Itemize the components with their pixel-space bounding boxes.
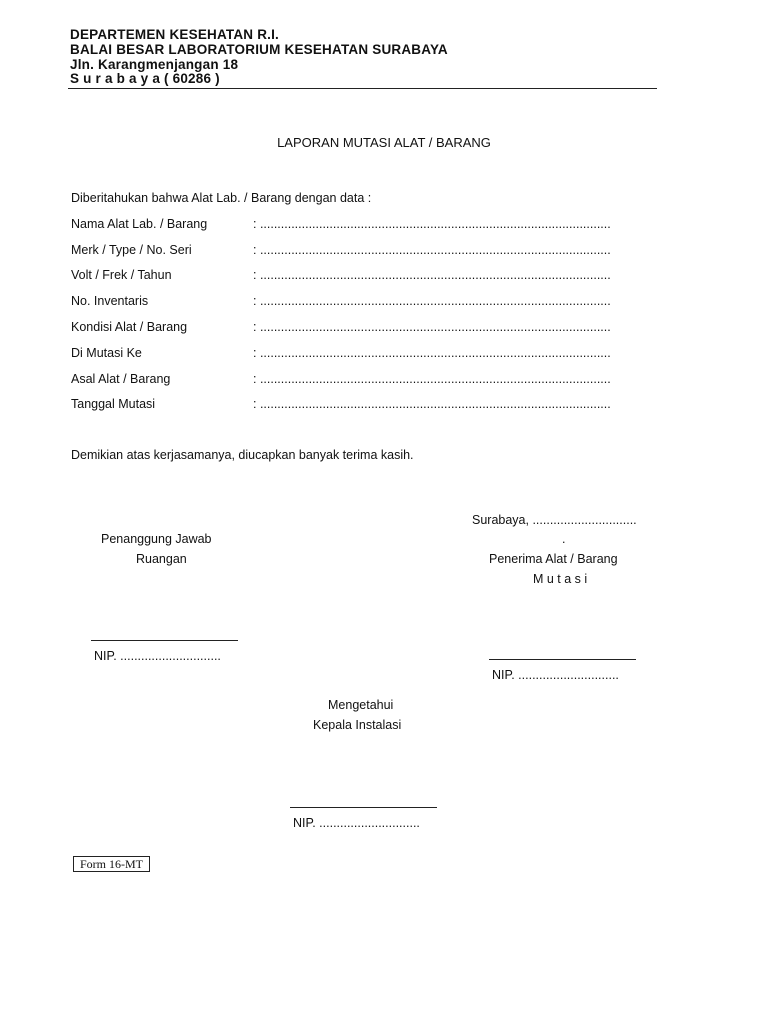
field-value: : ..................................................................................................... <box>253 346 611 360</box>
left-signature-line <box>91 640 238 641</box>
header-institution: BALAI BESAR LABORATORIUM KESEHATAN SURABAYA <box>70 42 448 57</box>
center-signature-line <box>290 807 437 808</box>
field-value: : ..................................................................................................... <box>253 217 611 231</box>
field-label: Tanggal Mutasi <box>71 397 156 411</box>
center-signer-role-2: Kepala Instalasi <box>313 718 402 732</box>
field-value: : ..................................................................................................... <box>253 320 611 334</box>
field-label: Volt / Frek / Tahun <box>71 268 172 282</box>
field-label: Asal Alat / Barang <box>71 372 171 386</box>
field-value: : ..................................................................................................... <box>253 243 611 257</box>
right-signer-role: Penerima Alat / Barang <box>489 552 618 566</box>
left-signer-nip: NIP. ............................. <box>94 649 221 663</box>
left-signer-role-2: Ruangan <box>136 552 187 566</box>
field-row-kondisi <box>71 320 657 338</box>
header-address: Jln. Karangmenjangan 18 <box>70 57 239 72</box>
field-row-inventaris <box>71 294 657 312</box>
field-row-volt <box>71 268 657 286</box>
field-label: Merk / Type / No. Seri <box>71 243 192 257</box>
field-row-tanggal <box>71 397 657 415</box>
center-signer-role: Mengetahui <box>328 698 394 712</box>
header-city: S u r a b a y a ( 60286 ) <box>70 71 220 86</box>
field-label: Di Mutasi Ke <box>71 346 142 360</box>
center-signer-nip: NIP. ............................. <box>293 816 420 830</box>
field-label: No. Inventaris <box>71 294 149 308</box>
form-code-badge: Form 16-MT <box>73 856 150 872</box>
field-row-mutasi-ke <box>71 346 657 364</box>
document-title: LAPORAN MUTASI ALAT / BARANG <box>277 135 491 150</box>
field-label: Kondisi Alat / Barang <box>71 320 188 334</box>
header-divider <box>68 88 657 89</box>
field-row-asal <box>71 372 657 390</box>
right-signer-role-2: M u t a s i <box>533 572 588 586</box>
field-row-nama-alat <box>71 217 657 235</box>
field-row-merk <box>71 243 657 261</box>
place-date: Surabaya, .............................. <box>472 513 637 527</box>
header-department: DEPARTEMEN KESEHATAN R.I. <box>70 27 280 42</box>
right-signer-nip: NIP. ............................. <box>492 668 619 682</box>
field-label: Nama Alat Lab. / Barang <box>71 217 208 231</box>
left-signer-role: Penanggung Jawab <box>101 532 212 546</box>
place-date-dot: . <box>562 532 566 546</box>
field-value: : ..................................................................................................... <box>253 372 611 386</box>
field-value: : ..................................................................................................... <box>253 397 611 411</box>
field-value: : ..................................................................................................... <box>253 294 611 308</box>
intro-text: Diberitahukan bahwa Alat Lab. / Barang dengan data : <box>71 191 372 205</box>
closing-text: Demikian atas kerjasamanya, diucapkan banyak terima kasih. <box>71 448 414 462</box>
right-signature-line <box>489 659 636 660</box>
field-value: : ..................................................................................................... <box>253 268 611 282</box>
